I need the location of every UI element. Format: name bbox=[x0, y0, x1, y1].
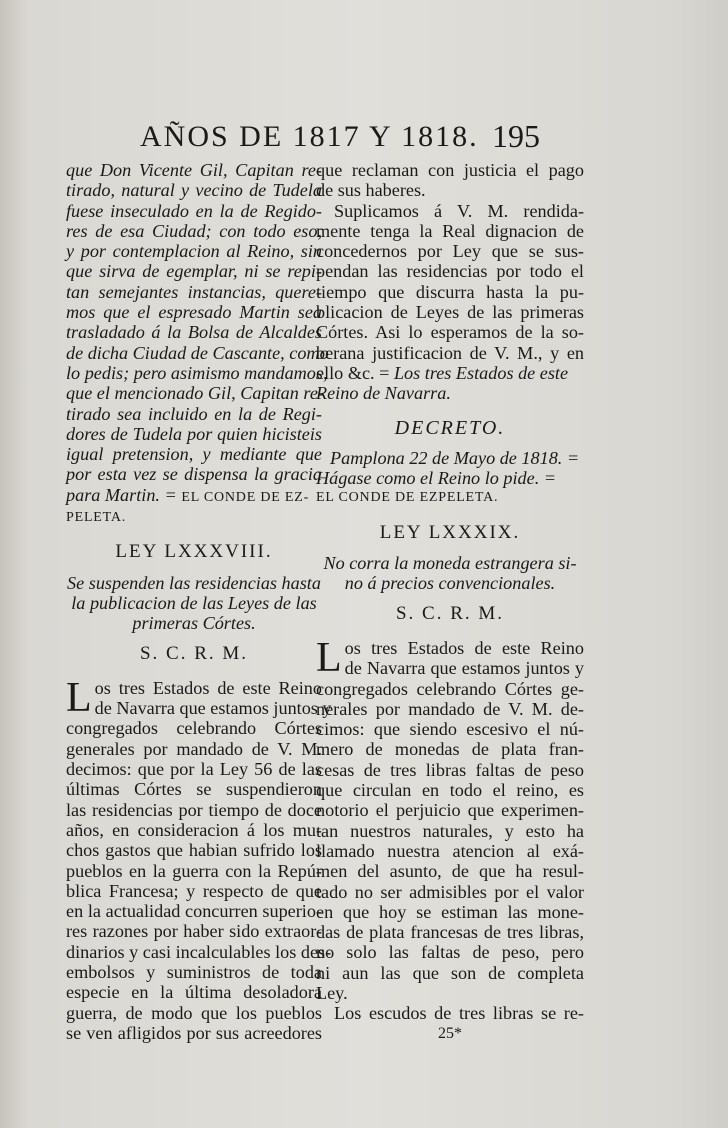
closing-plain: ello &c. = bbox=[316, 362, 390, 383]
text-line: tirado sea incluido en la de Regi- bbox=[66, 403, 322, 424]
text-line: de dicha Ciudad de Cascante, como bbox=[66, 342, 329, 363]
decree-signature: EL CONDE DE EZPELETA. bbox=[316, 490, 499, 506]
page-number: 195 bbox=[492, 118, 540, 154]
text-line: llamado nuestra atencion al exá- bbox=[316, 840, 584, 861]
closing-italic: Los tres Estados de este bbox=[393, 362, 569, 383]
text-line: no solo las faltas de peso, pero bbox=[316, 942, 584, 963]
text-line: cimos: que siendo escesivo el nú- bbox=[316, 719, 584, 740]
text-line: blicacion de Leyes de las primeras bbox=[316, 302, 584, 323]
text-line: concedernos por Ley que se sus- bbox=[316, 241, 584, 262]
text-line: men del asunto, de que ha resul- bbox=[316, 861, 584, 882]
decree-date-line: Pamplona 22 de Mayo de 1818. = bbox=[330, 447, 580, 468]
text-line: últimas Córtes se suspendieron bbox=[66, 779, 322, 800]
text-line: congregados celebrando Córtes ge- bbox=[316, 678, 584, 699]
law-heading-88: LEY LXXXVIII. bbox=[115, 541, 273, 563]
text-line: generales por mandado de V. M. bbox=[66, 738, 322, 759]
text-line: dinarios y casi incalculables los des- bbox=[66, 941, 332, 962]
text-line: igual pretension, y mediante que bbox=[66, 444, 322, 465]
right-intro-text bbox=[316, 160, 584, 404]
summary-line: No corra la moneda estrangera si- bbox=[323, 553, 577, 574]
closing-italic-line: Reino de Navarra. bbox=[316, 383, 451, 404]
printer-signature-mark: 25* bbox=[438, 1024, 462, 1042]
text-line: pueblos en la guerra con la Repú- bbox=[66, 860, 322, 881]
text-line: guerra, de modo que los pueblos bbox=[66, 1002, 322, 1023]
text-line: tirado, natural y vecino de Tudela bbox=[66, 180, 322, 201]
text-line: que sirva de egemplar, ni se repi- bbox=[66, 261, 322, 282]
text-line: se ven afligidos por sus acreedores bbox=[66, 1022, 322, 1043]
text-line: mos que el espresado Martin sea bbox=[66, 302, 322, 323]
decree-heading: DECRETO. bbox=[394, 416, 506, 439]
text-line: embolsos y suministros de toda bbox=[66, 961, 322, 982]
law-body-88 bbox=[66, 674, 332, 1043]
text-line: ni aun las que son de completa bbox=[316, 962, 584, 983]
text-line: Ley. bbox=[316, 982, 348, 1003]
signature-lead: para Martin. = bbox=[66, 484, 177, 505]
page-header bbox=[0, 118, 728, 158]
text-line: de Navarra que estamos juntos y bbox=[94, 698, 332, 719]
summary-line: la publicacion de las Leyes de las bbox=[71, 592, 317, 613]
text-line: que el mencionado Gil, Capitan re- bbox=[66, 383, 324, 404]
text-line: dores de Tudela por quien hicisteis bbox=[66, 423, 322, 444]
decree-body bbox=[316, 448, 584, 509]
text-line: Suplicamos á V. M. rendida- bbox=[334, 200, 584, 221]
law-summary-89 bbox=[316, 553, 584, 594]
text-line: las residencias por tiempo de doce bbox=[66, 799, 322, 820]
law-body-89 bbox=[316, 634, 584, 1044]
text-line: cesas de tres libras faltas de peso bbox=[316, 759, 584, 780]
text-line: notorio el perjuicio que experimen- bbox=[316, 800, 584, 821]
left-column bbox=[66, 160, 332, 1043]
text-line: mero de monedas de plata fran- bbox=[316, 739, 584, 760]
text-line: especie en la última desoladora bbox=[66, 982, 322, 1003]
text-line: mente tenga la Real dignacion de bbox=[316, 220, 584, 241]
right-column bbox=[316, 160, 584, 1044]
text-line: lo pedis; pero asimismo mandamos, bbox=[66, 362, 328, 383]
text-line: que circulan en todo el reino, es bbox=[316, 780, 584, 801]
signature-tail: PELETA. bbox=[66, 510, 127, 526]
text-line: blica Francesa; y respecto de que bbox=[66, 880, 322, 901]
address-heading: S. C. R. M. bbox=[139, 642, 249, 664]
text-line: chos gastos que habian sufrido los bbox=[66, 840, 322, 861]
law-heading-89: LEY LXXXIX. bbox=[379, 521, 521, 543]
summary-line: Se suspenden las residencias hasta bbox=[67, 572, 321, 593]
summary-line: primeras Córtes. bbox=[132, 613, 256, 634]
text-line: Córtes. Asi lo esperamos de la so- bbox=[316, 322, 584, 343]
text-line bbox=[316, 363, 584, 383]
text-line: por esta vez se dispensa la gracia bbox=[66, 464, 322, 485]
text-line: de sus haberes. bbox=[316, 180, 426, 201]
left-intro-text bbox=[66, 160, 329, 528]
text-line: Los escudos de tres libras se re- bbox=[334, 1003, 584, 1024]
text-line: congregados celebrando Córtes bbox=[66, 718, 322, 739]
law-summary-88 bbox=[66, 573, 322, 634]
text-line: fuese inseculado en la de Regido- bbox=[66, 200, 322, 221]
address-heading: S. C. R. M. bbox=[395, 602, 505, 624]
text-line: tiempo que discurra hasta la pu- bbox=[316, 281, 584, 302]
signature-smallcaps: EL CONDE DE EZ- bbox=[181, 489, 310, 505]
text-line: decimos: que por la Ley 56 de las bbox=[66, 759, 322, 780]
text-line: berana justificacion de V. M., y en bbox=[316, 342, 584, 363]
text-line: de Navarra que estamos juntos y bbox=[344, 658, 584, 679]
text-line: y por contemplacion al Reino, sin bbox=[66, 241, 322, 262]
text-line: años, en consideracion á los mu- bbox=[66, 819, 322, 840]
text-line: tan nuestros naturales, y esto ha bbox=[316, 820, 584, 841]
text-line: pendan las residencias por todo el bbox=[316, 261, 584, 282]
text-line: das de plata francesas de tres libras, bbox=[316, 922, 584, 943]
text-line: que reclaman con justicia el pago bbox=[316, 160, 584, 180]
summary-line: no á precios convencionales. bbox=[344, 573, 556, 594]
text-line: en la actualidad concurren superio- bbox=[66, 901, 322, 922]
drop-cap: L bbox=[316, 634, 342, 681]
text-line: res de esa Ciudad; con todo eso, bbox=[66, 220, 322, 241]
text-line: trasladado á la Bolsa de Alcaldes bbox=[66, 322, 322, 343]
text-line: que Don Vicente Gil, Capitan re- bbox=[66, 160, 322, 180]
text-line: en que hoy se estiman las mone- bbox=[316, 901, 584, 922]
drop-cap: L bbox=[66, 674, 92, 721]
text-line: nerales por mandado de V. M. de- bbox=[316, 698, 584, 719]
text-line: tan semejantes instancias, quere- bbox=[66, 281, 322, 302]
text-line bbox=[66, 485, 322, 508]
text-line: os tres Estados de este Reino bbox=[94, 677, 322, 698]
text-line: res razones por haber sido extraor- bbox=[66, 921, 322, 942]
text-line: tado no ser admisibles por el valor bbox=[316, 881, 584, 902]
running-title: AÑOS DE 1817 Y 1818. bbox=[140, 120, 479, 153]
text-line: os tres Estados de este Reino bbox=[344, 637, 584, 658]
decree-order-line: Hágase como el Reino lo pide. = bbox=[316, 468, 557, 489]
